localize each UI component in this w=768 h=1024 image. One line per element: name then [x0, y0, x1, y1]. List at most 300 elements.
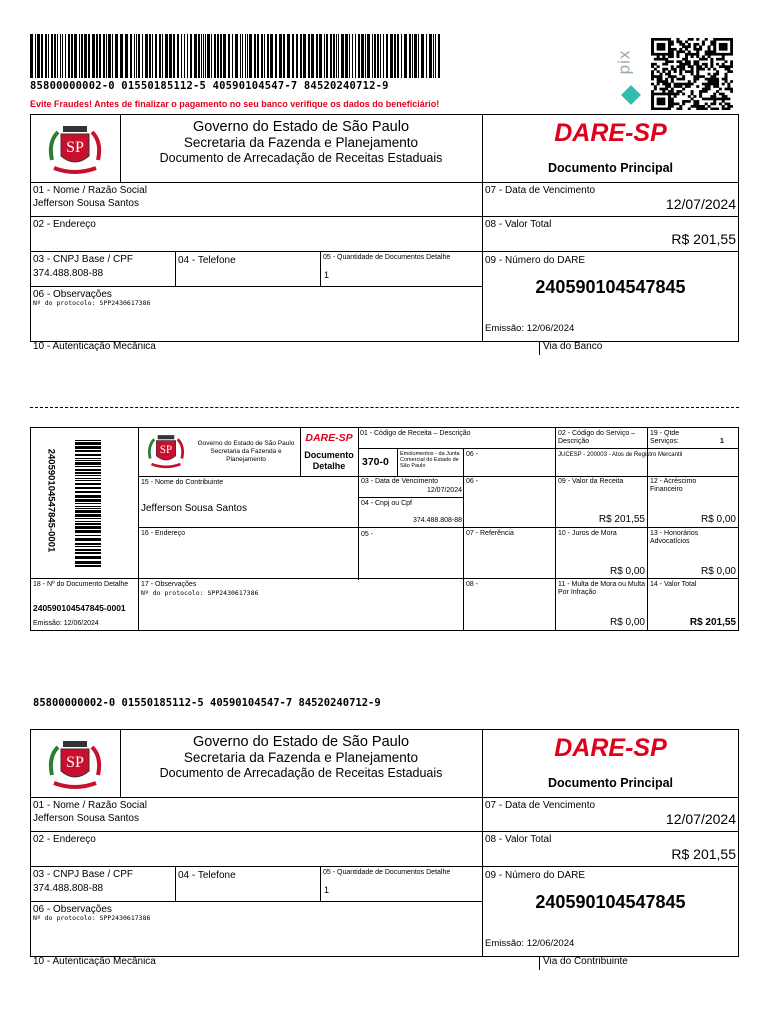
barcode-bar: [75, 462, 101, 465]
qr-module: [693, 105, 696, 108]
qr-module: [679, 73, 682, 76]
qr-module: [671, 88, 674, 91]
sp-seal-bottom-icon: [46, 735, 104, 793]
barcode-bar: [75, 460, 101, 461]
barcode-bar: [112, 34, 113, 78]
qr-module: [708, 83, 711, 86]
qr-module: [710, 83, 713, 86]
qr-module: [688, 50, 691, 53]
qr-module: [665, 53, 668, 56]
barcode-bar: [409, 34, 411, 78]
qr-module: [671, 100, 674, 103]
qr-module: [688, 63, 691, 66]
qr-module: [710, 103, 713, 106]
qr-module: [727, 65, 730, 68]
multa-label: 11 - Multa de Mora ou Multa Por Infração: [558, 581, 646, 596]
b-telefone-label: 04 - Telefone: [178, 870, 236, 881]
svg-text:SP: SP: [66, 754, 84, 771]
qr-module: [696, 68, 699, 71]
qr-module: [725, 98, 728, 101]
qr-module: [651, 63, 654, 66]
qr-module: [725, 80, 728, 83]
barcode-bar: [45, 34, 47, 78]
qr-module: [676, 83, 679, 86]
qr-module: [682, 88, 685, 91]
qr-module: [722, 45, 725, 48]
barcode-bar: [426, 34, 427, 78]
qr-module: [722, 100, 725, 103]
qr-module: [699, 95, 702, 98]
qr-module: [725, 43, 728, 46]
barcode-bar: [103, 34, 105, 78]
qr-module: [657, 53, 660, 56]
barcode-bar: [232, 34, 233, 78]
barcode-bar: [88, 34, 90, 78]
qr-module: [657, 65, 660, 68]
b-observacoes-label: 06 - Observações: [33, 904, 112, 915]
qr-module: [693, 45, 696, 48]
barcode-bar: [75, 538, 101, 541]
qr-module: [696, 65, 699, 68]
qr-module: [674, 48, 677, 51]
qr-module: [693, 43, 696, 46]
barcode-bar: [414, 34, 417, 78]
qr-module: [682, 100, 685, 103]
qr-module: [651, 103, 654, 106]
top-barcode-line: 85800000002-0 01550185112-5 40590104547-7 84520240712-9: [30, 80, 389, 92]
qr-module: [693, 80, 696, 83]
qr-module: [730, 53, 733, 56]
qr-module: [691, 55, 694, 58]
qr-module: [668, 38, 671, 41]
qr-module: [688, 60, 691, 63]
qr-module: [693, 100, 696, 103]
det-endereco-label: 16 - Endereço: [141, 530, 185, 537]
qr-module: [716, 80, 719, 83]
barcode-bar: [81, 34, 83, 78]
endereco-label: 02 - Endereço: [33, 219, 96, 230]
qr-module: [719, 53, 722, 56]
barcode-bar: [75, 450, 101, 452]
barcode-bar: [397, 34, 399, 78]
qr-module: [651, 73, 654, 76]
qr-module: [693, 95, 696, 98]
qr-module: [702, 75, 705, 78]
qr-module: [713, 108, 716, 110]
qr-module: [705, 85, 708, 88]
barcode-bar: [336, 34, 337, 78]
barcode-bar: [134, 34, 135, 78]
barcode-bar: [75, 466, 101, 467]
barcode-bar: [149, 34, 151, 78]
qr-module: [685, 40, 688, 43]
barcode-bar: [205, 34, 206, 78]
barcode-bar: [361, 34, 364, 78]
qr-module: [657, 45, 660, 48]
barcode-bar: [96, 34, 98, 78]
qr-module: [668, 40, 671, 43]
b-valor-total-label: 08 - Valor Total: [485, 834, 552, 845]
qr-module: [710, 98, 713, 101]
qr-module: [696, 105, 699, 108]
qr-module: [679, 83, 682, 86]
qr-module: [708, 98, 711, 101]
barcode-bar: [75, 549, 101, 551]
det-venc-label: 03 - Data de Vencimento: [361, 478, 439, 485]
valor-total-label: 08 - Valor Total: [485, 219, 552, 230]
qr-module: [725, 103, 728, 106]
qr-module: [662, 48, 665, 51]
qr-module: [668, 85, 671, 88]
qr-module: [722, 108, 725, 110]
b-dare-sp-title: DARE-SP: [554, 734, 667, 762]
qr-module: [702, 68, 705, 71]
qr-module: [699, 75, 702, 78]
barcode-bar: [404, 34, 407, 78]
qr-module: [674, 103, 677, 106]
barcode-bar: [71, 34, 73, 78]
qr-module: [713, 80, 716, 83]
barcode-bar: [390, 34, 393, 78]
qr-module: [676, 40, 679, 43]
qr-module: [659, 100, 662, 103]
barcode-bar: [330, 34, 332, 78]
qr-module: [676, 65, 679, 68]
qr-module: [702, 98, 705, 101]
qr-module: [657, 43, 660, 46]
qr-module: [693, 60, 696, 63]
qr-module: [727, 70, 730, 73]
qr-module: [659, 45, 662, 48]
b-numero-dare-label: 09 - Número do DARE: [485, 870, 586, 881]
barcode-bar: [349, 34, 350, 78]
sp-seal-small-icon: [146, 431, 186, 471]
det-emissao: Emissão: 12/06/2024: [33, 620, 99, 627]
qr-module: [659, 53, 662, 56]
barcode-bar: [75, 454, 101, 456]
qr-module: [682, 68, 685, 71]
secretaria-title: Secretaria da Fazenda e Planejamento: [183, 135, 419, 150]
qr-module: [657, 58, 660, 61]
qr-module: [722, 93, 725, 96]
barcode-bar: [303, 34, 306, 78]
qr-module: [668, 55, 671, 58]
honorarios-value: R$ 0,00: [700, 566, 736, 577]
autenticacao-label: 10 - Autenticação Mecânica: [33, 341, 156, 352]
qr-module: [654, 93, 657, 96]
telefone-label: 04 - Telefone: [178, 255, 236, 266]
barcode-bar: [377, 34, 379, 78]
barcode-bar: [75, 518, 101, 519]
qr-module: [682, 65, 685, 68]
barcode-bar: [292, 34, 294, 78]
qr-module: [713, 103, 716, 106]
pix-qr-code: [651, 38, 733, 110]
barcode-bar: [338, 34, 339, 78]
qr-module: [725, 78, 728, 81]
qr-module: [671, 48, 674, 51]
barcode-bar: [84, 34, 87, 78]
qr-module: [682, 45, 685, 48]
qtd-docs-label: 05 - Quantidade de Documentos Detalhe: [323, 254, 451, 261]
qr-module: [716, 108, 719, 110]
qr-module: [713, 83, 716, 86]
qr-module: [708, 48, 711, 51]
qr-module: [659, 58, 662, 61]
qr-module: [651, 83, 654, 86]
qr-module: [705, 78, 708, 81]
f05-label: 05 -: [361, 531, 374, 538]
qr-module: [671, 105, 674, 108]
b-qtd-docs-label: 05 - Quantidade de Documentos Detalhe: [323, 869, 451, 876]
barcode-bar: [75, 483, 101, 485]
qr-module: [722, 43, 725, 46]
barcode-bar: [75, 442, 101, 445]
barcode-bar: [75, 475, 101, 476]
barcode-bar: [57, 34, 58, 78]
qr-module: [702, 63, 705, 66]
emissao-label: Emissão: 12/06/2024: [485, 323, 575, 334]
qr-module: [730, 88, 733, 91]
qr-module: [702, 40, 705, 43]
qr-module: [716, 63, 719, 66]
juros-value: R$ 0,00: [609, 566, 645, 577]
barcode-bar: [242, 34, 243, 78]
qr-module: [708, 80, 711, 83]
qr-module: [674, 70, 677, 73]
barcode-bar: [138, 34, 140, 78]
nome-label: 01 - Nome / Razão Social: [33, 185, 147, 196]
f06b-label: 06 -: [466, 478, 479, 485]
f06a-label: 06 -: [466, 451, 479, 458]
b-cnpj-label: 03 - CNPJ Base / CPF: [33, 869, 134, 880]
qr-module: [668, 60, 671, 63]
qr-module: [696, 70, 699, 73]
qr-module: [722, 98, 725, 101]
qr-module: [671, 103, 674, 106]
barcode-bar: [267, 34, 269, 78]
qr-module: [710, 60, 713, 63]
qr-module: [676, 60, 679, 63]
qr-module: [722, 53, 725, 56]
barcode-bar: [223, 34, 226, 78]
qr-module: [691, 98, 694, 101]
qr-module: [722, 63, 725, 66]
qr-module: [725, 73, 728, 76]
barcode-bar: [177, 34, 179, 78]
qr-module: [699, 65, 702, 68]
qr-module: [651, 48, 654, 51]
qr-module: [685, 45, 688, 48]
qr-module: [662, 70, 665, 73]
barcode-bar: [75, 508, 101, 509]
contribuinte-label: 15 - Nome do Contribuinte: [141, 479, 224, 486]
barcode-bar: [249, 34, 252, 78]
qr-module: [710, 75, 713, 78]
svg-text:SP: SP: [159, 444, 173, 457]
qr-module: [682, 103, 685, 106]
qr-module: [716, 38, 719, 41]
qr-module: [651, 43, 654, 46]
qr-module: [727, 83, 730, 86]
qr-module: [682, 75, 685, 78]
qr-module: [668, 95, 671, 98]
qr-module: [651, 40, 654, 43]
qr-module: [676, 78, 679, 81]
qr-module: [730, 45, 733, 48]
qr-module: [659, 73, 662, 76]
qr-module: [716, 90, 719, 93]
qr-module: [713, 48, 716, 51]
qr-module: [674, 83, 677, 86]
qr-module: [722, 78, 725, 81]
qr-module: [696, 53, 699, 56]
honorarios-label: 13 - Honorários Advocatícios: [650, 530, 699, 545]
qr-module: [702, 55, 705, 58]
qr-module: [654, 88, 657, 91]
barcode-bar: [75, 546, 101, 547]
qr-module: [676, 85, 679, 88]
qr-module: [725, 75, 728, 78]
qr-module: [679, 65, 682, 68]
qr-module: [657, 55, 660, 58]
qr-module: [710, 108, 713, 110]
qr-module: [702, 58, 705, 61]
codigo-receita-value: 370-0: [362, 456, 389, 468]
det-doc-detalhe: Documento Detalhe: [304, 450, 354, 471]
qr-module: [668, 45, 671, 48]
numero-dare-label: 09 - Número do DARE: [485, 255, 586, 266]
vencimento-label: 07 - Data de Vencimento: [485, 185, 596, 196]
qr-module: [665, 63, 668, 66]
num-doc-label: 18 - Nº do Documento Detalhe: [33, 581, 129, 588]
barcode-bar: [155, 34, 157, 78]
vertical-barcode: [75, 440, 101, 568]
qr-module: [691, 93, 694, 96]
qr-module: [691, 90, 694, 93]
numero-dare-value: 240590104547845: [535, 277, 686, 297]
qr-module: [676, 108, 679, 110]
barcode-bar: [75, 495, 101, 498]
qr-module: [696, 50, 699, 53]
barcode-bar: [184, 34, 185, 78]
qr-module: [693, 78, 696, 81]
barcode-bar: [169, 34, 172, 78]
qr-module: [696, 73, 699, 76]
barcode-bar: [270, 34, 273, 78]
qr-module: [665, 80, 668, 83]
qr-module: [657, 38, 660, 41]
qr-module: [671, 78, 674, 81]
det-dare-sp: DARE-SP: [305, 432, 353, 444]
qr-module: [651, 93, 654, 96]
qr-module: [679, 70, 682, 73]
pix-diamond-icon: [621, 85, 641, 105]
qr-module: [730, 105, 733, 108]
qr-module: [696, 85, 699, 88]
qr-module: [713, 98, 716, 101]
qr-module: [662, 38, 665, 41]
b-secretaria-title: Secretaria da Fazenda e Planejamento: [183, 750, 419, 765]
qr-module: [668, 53, 671, 56]
qr-module: [665, 58, 668, 61]
qr-module: [665, 83, 668, 86]
qr-module: [671, 68, 674, 71]
qr-module: [710, 65, 713, 68]
qr-module: [662, 53, 665, 56]
qr-module: [719, 98, 722, 101]
qr-module: [699, 90, 702, 93]
doc-principal-label: Documento Principal: [547, 161, 674, 175]
qr-module: [696, 43, 699, 46]
qr-module: [699, 58, 702, 61]
det-obs-label: 17 - Observações: [141, 581, 197, 588]
qr-module: [651, 90, 654, 93]
qr-module: [668, 48, 671, 51]
protocolo-value: Nº do protocolo: SPP2430617386: [33, 299, 151, 307]
qr-module: [696, 100, 699, 103]
qr-module: [682, 50, 685, 53]
cnpj-label: 03 - CNPJ Base / CPF: [33, 254, 134, 265]
valor-total-value: R$ 201,55: [671, 231, 736, 247]
qr-module: [671, 40, 674, 43]
qr-module: [693, 103, 696, 106]
qr-module: [651, 108, 654, 110]
det-protocolo: Nº do protocolo: SPP2430617386: [141, 589, 259, 597]
qr-module: [671, 90, 674, 93]
barcode-bar: [75, 514, 101, 517]
qr-module: [719, 93, 722, 96]
codigo-receita-label: 01 - Código de Receita – Descrição: [360, 430, 471, 437]
barcode-bar: [433, 34, 434, 78]
qr-module: [722, 65, 725, 68]
qr-module: [727, 53, 730, 56]
barcode-bar: [65, 34, 66, 78]
qr-module: [688, 80, 691, 83]
barcode-bar: [240, 34, 241, 78]
barcode-bar: [365, 34, 366, 78]
qr-module: [657, 93, 660, 96]
qr-module: [719, 103, 722, 106]
qr-module: [659, 108, 662, 110]
qr-module: [713, 95, 716, 98]
barcode-bar: [308, 34, 310, 78]
qr-module: [676, 93, 679, 96]
qr-module: [676, 103, 679, 106]
qr-module: [696, 103, 699, 106]
qr-module: [708, 78, 711, 81]
seal-text: SP: [66, 139, 84, 156]
qr-module: [685, 48, 688, 51]
qr-module: [719, 38, 722, 41]
b-vencimento-value: 12/07/2024: [665, 811, 736, 827]
qr-module: [705, 90, 708, 93]
via-banco-label: Via do Banco: [543, 341, 603, 352]
qr-module: [705, 38, 708, 41]
qr-module: [651, 50, 654, 53]
qr-module: [725, 108, 728, 110]
qr-module: [710, 58, 713, 61]
barcode-bar: [316, 34, 318, 78]
qr-module: [651, 95, 654, 98]
qr-module: [688, 85, 691, 88]
via-contribuinte-label: Via do Contribuinte: [543, 956, 628, 967]
qr-module: [722, 38, 725, 41]
barcode-bar: [435, 34, 436, 78]
qr-module: [691, 83, 694, 86]
b-documento-title: Documento de Arrecadação de Receitas Estaduais: [159, 766, 443, 780]
qr-module: [705, 98, 708, 101]
